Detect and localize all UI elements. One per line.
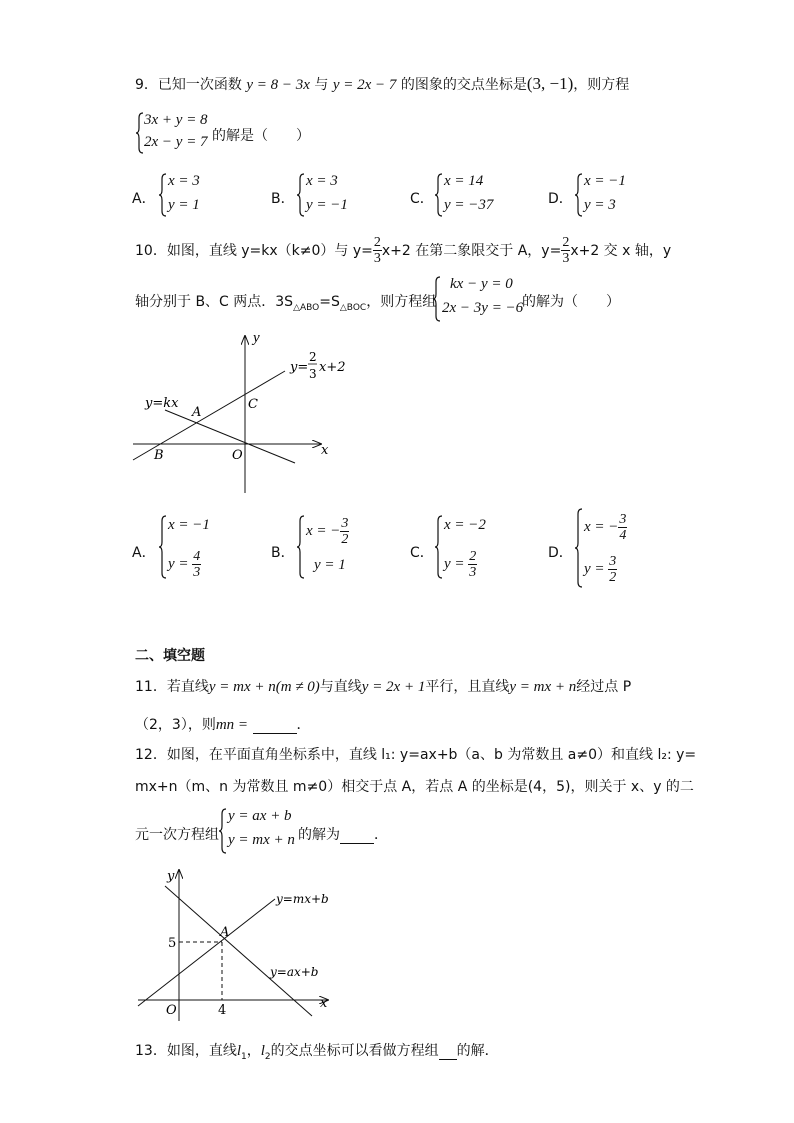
q9-option-c[interactable] (434, 173, 524, 217)
fraction-denominator: 3 (469, 564, 477, 580)
q9-option-b-label: B． (271, 191, 295, 207)
q10-option-c-y-fraction (468, 549, 477, 580)
q12-system-eq2: y = mx + n (228, 832, 295, 848)
q11-formula-2: y = 2x + 1 (361, 679, 426, 695)
q10-answer-prompt: 的解为（ ） (522, 294, 620, 310)
fraction-numerator: 3 (609, 553, 617, 569)
point-a-label: A (220, 925, 230, 940)
section-heading: 二、填空题 (135, 648, 205, 664)
brace-icon (574, 508, 584, 588)
q10-line2 (135, 291, 436, 313)
point-b-label: B (154, 448, 164, 463)
brace-icon (434, 515, 444, 579)
q9-option-b-x: x = 3 (306, 173, 338, 189)
q10-option-d-y-prefix: y = (584, 560, 605, 577)
line-mx-b (138, 899, 275, 1006)
point-c-label: C (248, 397, 258, 412)
q10-option-c-x: x = −2 (444, 517, 486, 533)
q10-option-b-label: B． (271, 545, 295, 561)
q10-option-b-y: y = 1 (314, 557, 346, 573)
q10-option-d-x-prefix: x = − (584, 518, 619, 535)
q9-option-d-y: y = 3 (584, 197, 616, 213)
fraction-denominator: 4 (619, 527, 627, 543)
q10-option-b-x-prefix: x = − (306, 522, 341, 539)
q12-line2: mx+n（m、n 为常数且 m≠0）相交于点 A，若点 A 的坐标是(4，5)，则关于 x、y 的二 (135, 779, 694, 795)
q13-text-b: 的交点坐标可以看做方程组 (270, 1043, 439, 1059)
q12-answer-blank[interactable] (340, 827, 374, 844)
q10-text-b: x+2 在第二象限交于 A，y= (381, 243, 562, 259)
y-axis-label: y (167, 869, 175, 884)
q10-option-d-label: D． (548, 545, 573, 561)
x-axis-label: x (321, 443, 329, 458)
q12-system-eq1: y = ax + b (228, 808, 292, 824)
q10-text-d: 轴分别于 B、C 两点．3S (135, 294, 294, 310)
q9-option-d-label: D． (548, 191, 573, 207)
brace-icon (574, 173, 584, 217)
q10-option-d[interactable] (574, 508, 654, 588)
fraction-numerator: 4 (193, 548, 201, 564)
q10-option-a-y-prefix: y = (168, 555, 189, 572)
q9-text-tail: ，则方程 (573, 77, 630, 93)
brace-icon (434, 173, 444, 217)
q9-point: (3, −1) (526, 74, 574, 93)
q10-option-b-x-fraction (340, 516, 349, 547)
brace-icon (296, 515, 306, 579)
q13-l2: l (260, 1043, 265, 1059)
q13-l1-sub: 1 (241, 1051, 247, 1062)
brace-icon (158, 173, 168, 217)
q10-option-d-y-fraction (608, 554, 617, 585)
brace-icon (218, 808, 228, 854)
q11-answer-blank[interactable] (253, 717, 297, 734)
x-axis-label: x (320, 996, 328, 1011)
q10-option-a[interactable] (158, 515, 238, 579)
q10-text-a: 10．如图，直线 y=kx（k≠0）与 y= (135, 243, 373, 259)
q9-option-b-y: y = −1 (306, 197, 348, 213)
fraction-denominator: 3 (373, 250, 381, 266)
q12-graph (130, 866, 350, 1026)
q9-text-pre: 已知一次函数 (157, 77, 242, 93)
q9-option-a-label: A． (132, 191, 156, 207)
q9-option-a-y: y = 1 (168, 197, 200, 213)
q10-option-a-x: x = −1 (168, 517, 210, 533)
q9-option-a[interactable] (158, 173, 238, 217)
fraction-numerator: 2 (562, 234, 570, 250)
q11-formula-3: y = mx + n (509, 679, 577, 695)
q12-line1: 12．如图，在平面直角坐标系中，直线 l₁: y=ax+b（a、b 为常数且 a≠0）和直线 l₂: y= (135, 747, 697, 763)
q10-text-e: =S (319, 294, 340, 310)
q12-text-b (298, 824, 388, 844)
point-a-label: A (192, 405, 202, 420)
q9-option-c-label: C． (410, 191, 434, 207)
q9-option-c-x: x = 14 (444, 173, 484, 189)
q10-fraction-1 (373, 235, 382, 266)
q9-line1 (135, 74, 629, 94)
brace-icon (296, 173, 306, 217)
q12-text-a: 元一次方程组 (135, 827, 219, 843)
q11-text-a: 11．若直线 (135, 679, 209, 695)
q12-end: ． (374, 827, 388, 843)
q11-text-d: 经过点 P (576, 679, 632, 695)
q10-option-a-label: A． (132, 545, 156, 561)
q9-option-a-x: x = 3 (168, 173, 200, 189)
function-label-post: x+2 (319, 360, 346, 375)
q9-system (135, 112, 215, 154)
fraction-denominator: 2 (341, 531, 349, 547)
fraction-numerator: 3 (619, 511, 627, 527)
q10-option-c-y-prefix: y = (444, 555, 465, 572)
line-two-thirds (133, 371, 285, 460)
q11-text-e: （2，3），则 (135, 717, 216, 733)
q9-system-eq1: 3x + y = 8 (144, 112, 208, 128)
fraction-numerator: 2 (373, 234, 381, 250)
q9-text-mid: 与 (314, 77, 329, 93)
q11-line1 (135, 676, 631, 696)
q9-option-c-y: y = −37 (444, 197, 494, 213)
q9-answer-prompt: 的解是（ ） (212, 128, 310, 144)
origin-label: O (232, 448, 243, 463)
q10-fraction-2 (561, 235, 570, 266)
q9-text-post: 的图象的交点坐标是 (400, 77, 527, 93)
fraction-denominator: 3 (193, 564, 201, 580)
q10-graph (125, 328, 355, 498)
q13-l2-sub: 2 (264, 1051, 271, 1062)
tick-4-label: 4 (218, 1003, 227, 1018)
line-mx-label: y=mx+b (276, 892, 329, 906)
q10-text-c: x+2 交 x 轴，y (570, 243, 672, 259)
function-label-den: 3 (309, 367, 317, 381)
q13-text-c: 的解． (456, 1043, 499, 1059)
q11-text-c: 平行，且直线 (425, 679, 510, 695)
function-label-num: 2 (309, 350, 317, 364)
q12-text-b-label: 的解为 (298, 827, 340, 843)
tick-5-label: 5 (168, 936, 177, 951)
q10-option-c-label: C． (410, 545, 434, 561)
q9-system-eq2: 2x − y = 7 (144, 134, 208, 150)
q9-function-2: y = 2x − 7 (332, 77, 397, 93)
q9-option-d-x: x = −1 (584, 173, 626, 189)
q12-system (218, 808, 308, 854)
brace-icon (158, 515, 168, 579)
q11-formula-1: y = mx + n(m ≠ 0) (208, 679, 320, 695)
q13-line (135, 1040, 499, 1062)
q9-number: 9． (135, 77, 158, 93)
origin-label: O (166, 1003, 177, 1018)
y-axis-label: y (253, 330, 260, 346)
q10-sub-boc: △BOC (339, 302, 367, 313)
q13-sep: ， (246, 1043, 261, 1059)
q9-function-1: y = 8 − 3x (246, 77, 310, 93)
q11-end: ． (296, 717, 311, 733)
q11-line2 (135, 714, 311, 734)
q10-sub-abo: △ABO (293, 302, 320, 313)
q10-text-f: ，则方程组 (366, 294, 437, 310)
q10-system-eq1: kx − y = 0 (450, 276, 513, 292)
q10-line1 (135, 232, 671, 268)
q10-option-b[interactable] (296, 515, 376, 579)
fraction-denominator: 2 (609, 569, 617, 585)
q10-option-c[interactable] (434, 515, 514, 579)
line-ax-label: y=ax+b (270, 965, 319, 979)
q10-system-eq2: 2x − 3y = −6 (442, 300, 524, 316)
fraction-denominator: 3 (562, 250, 570, 266)
function-label-pre: y= (290, 360, 309, 375)
q13-answer-blank[interactable] (439, 1043, 457, 1060)
line-kx (165, 410, 295, 463)
q9-option-b[interactable] (296, 173, 376, 217)
kx-label: y=kx (145, 396, 179, 411)
q10-option-a-y-fraction (192, 549, 201, 580)
q11-text-b: 与直线 (319, 679, 362, 695)
q13-l1: l (236, 1043, 241, 1059)
fraction-numerator: 3 (341, 515, 349, 531)
q9-option-d[interactable] (574, 173, 654, 217)
brace-icon (432, 276, 442, 322)
q11-mn: mn = (215, 717, 249, 733)
fraction-numerator: 2 (469, 548, 477, 564)
q10-option-d-x-fraction (618, 512, 627, 543)
q13-text-a: 13．如图，直线 (135, 1043, 237, 1059)
